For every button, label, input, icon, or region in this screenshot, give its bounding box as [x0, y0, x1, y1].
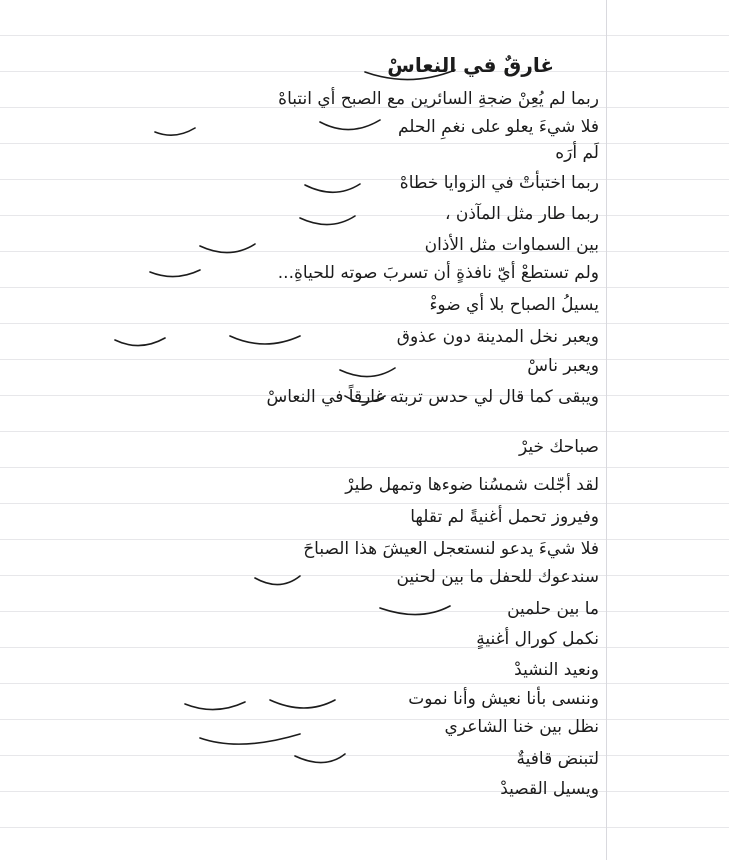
poem-line: ويعبر ناسْ [527, 356, 599, 376]
poem-title: غارقٌ في النعاسْ [387, 53, 554, 77]
poem-line: لَم أرَه [555, 143, 599, 163]
margin-line [606, 0, 607, 860]
ink-stroke [380, 606, 450, 615]
poem-line: ما بين حلمين [507, 599, 599, 619]
ink-stroke [305, 184, 360, 192]
poem-line: نظل بين خنا الشاعري [444, 717, 599, 737]
ink-stroke [230, 336, 300, 344]
ink-stroke [200, 244, 255, 253]
poem-line: ونعيد النشيدْ [514, 660, 599, 680]
ink-stroke [295, 754, 345, 763]
poem-line: بين السماوات مثل الأذان [424, 235, 599, 255]
ink-stroke [255, 576, 300, 585]
poem-line: لقد أجّلت شمسُنا ضوءها وتمهل طيرْ [345, 475, 599, 495]
ink-stroke [115, 338, 165, 346]
ink-stroke [200, 734, 300, 744]
ink-stroke [185, 702, 245, 710]
ink-stroke [300, 216, 355, 225]
poem-line: ربما طار مثل المآذن ، [444, 204, 599, 224]
poem-line: وننسى بأنا نعيش وأنا نموت [408, 689, 599, 709]
poem-line: ويبقى كما قال لي حدس تربته غارقاً في النعاسْ [266, 387, 599, 407]
poem-line: فلا شيءَ يعلو على نغمِ الحلم [397, 117, 599, 137]
ink-stroke [270, 700, 335, 708]
poem-line: ولم تستطعْ أيّ نافذةٍ أن تسربَ صوته للحياةِ... [277, 263, 599, 283]
poem-line: فلا شيءَ يدعو لنستعجل العيشَ هذا الصباحَ [303, 539, 599, 559]
poem-line: لتبنض قافيةٌ [516, 749, 599, 769]
poem-line: ربما لم يُعِنْ ضجةِ السائرين مع الصبح أي انتباهْ [278, 89, 599, 109]
ink-stroke [150, 270, 200, 277]
poem-line: نكمل كورال أغنيةٍ [476, 629, 599, 649]
poem-line: ويسيل القصيدْ [500, 779, 599, 799]
ink-stroke [320, 120, 380, 130]
poem-line: سندعوك للحفل ما بين لحنين [396, 567, 599, 587]
ink-stroke [340, 368, 395, 377]
poem-line: صباحك خيرْ [518, 437, 599, 457]
poem-line: ويعبر نخل المدينة دون عذوق [396, 327, 599, 347]
poem-line: ربما اختبأتْ في الزوايا خطاهْ [399, 173, 599, 193]
poem-line: وفيروز تحمل أغنيةً لم تقلها [410, 507, 599, 527]
ink-stroke [155, 128, 195, 135]
poem-line: يسيلُ الصباح بلا أي ضوءْ [429, 295, 599, 315]
